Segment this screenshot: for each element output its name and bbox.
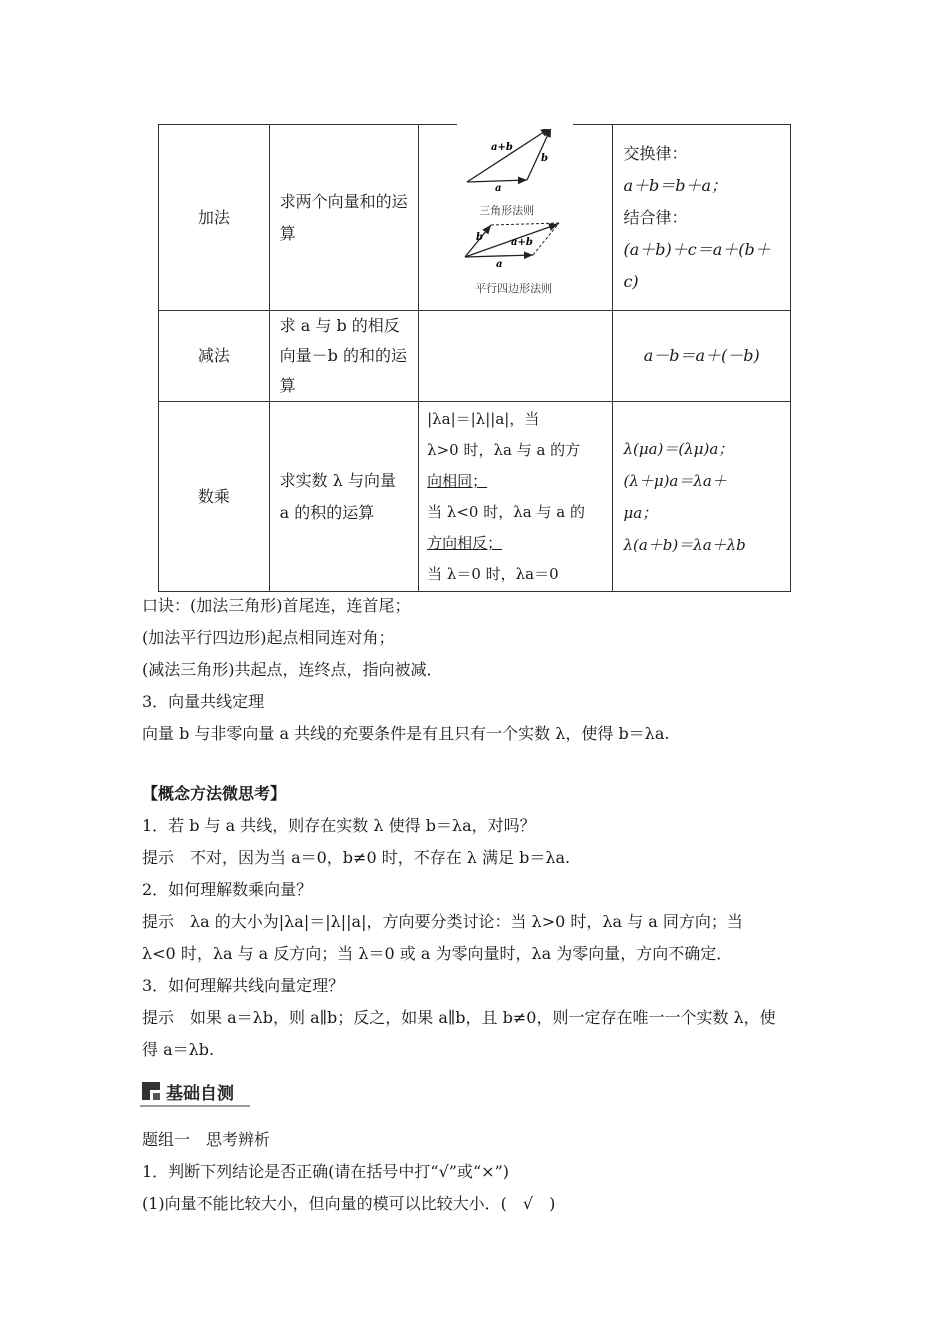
table-row-addition [159,125,791,311]
exercise-group: 题组一 思考辨析 [142,1130,271,1149]
law-line: (λ＋μ)a＝λa＋ [623,471,727,490]
graph-line: λ>0 时，λa 与 a 的方 [427,440,581,459]
mnemonic-line: (加法平行四边形)起点相同连对角； [142,628,395,647]
law-line: 结合律： [623,207,688,227]
op-name: 减法 [159,311,270,402]
section-header [140,1077,250,1107]
graph-line: 当 λ＝0 时，λa＝0 [427,564,559,583]
think-answer-3: 提示 如果 a＝λb，则 a∥b；反之，如果 a∥b，且 b≠0，则一定存在唯一一个实数 λ，使 [142,1008,776,1027]
tri-label-a: a [495,183,502,194]
think-answer-2-cont: λ<0 时，λa 与 a 反方向；当 λ＝0 或 a 为零向量时，λa 为零向量，方向不确定． [142,944,733,963]
law-line: c) [623,271,639,291]
table-row-scalar-multiplication [159,402,791,592]
parallelogram-rule-caption: 平行四边形法则 [475,282,553,295]
think-heading: 【概念方法微思考】 [142,784,287,803]
theorem-title: 3．向量共线定理 [142,692,265,711]
graph-line: |λa|＝|λ||a|，当 [427,409,540,428]
para-label-ab: a+b [511,237,533,248]
addition-figure [419,125,614,311]
vector-operations-table [158,124,791,592]
triangle-rule-caption: 三角形法则 [479,204,535,217]
op-graph-text [419,402,613,592]
think-answer-1: 提示 不对，因为当 a＝0，b≠0 时，不存在 λ 满足 b＝λa. [142,848,571,867]
para-label-b: b [476,232,484,243]
tri-vector-a [467,180,527,182]
think-question-2: 2．如何理解数乘向量？ [142,880,313,899]
theorem-body: 向量 b 与非零向量 a 共线的充要条件是有且只有一个实数 λ，使得 b＝λa. [142,724,670,743]
law-line: 交换律： [623,143,688,163]
mnemonic-line: (减法三角形)共起点，连终点，指向被减． [142,660,443,679]
section-marker-icon [142,1082,160,1100]
think-question-1: 1．若 b 与 a 共线，则存在实数 λ 使得 b＝λa，对吗？ [142,816,536,835]
law-line: (a＋b)＋c＝a＋(b＋ [623,239,771,259]
op-meaning: 求实数 λ 与向量 a 的积的运算 [269,402,418,592]
mnemonic-line: 口诀：(加法三角形)首尾连，连首尾； [142,596,411,615]
para-label-a: a [496,259,503,270]
graph-line: 向相同； [427,471,488,490]
law-line: a＋b＝b＋a； [623,175,728,195]
op-laws [613,125,791,311]
graph-line: 当 λ<0 时，λa 与 a 的 [427,502,585,521]
law-line: λ(a＋b)＝λa＋λb [623,535,746,554]
tri-label-ab: a+b [491,142,513,153]
tri-vector-sum [467,128,550,182]
tri-label-b: b [541,153,549,164]
op-name: 数乘 [159,402,270,592]
para-vector-a [465,255,533,257]
graph-line: 方向相反； [427,533,503,552]
law-line: μa； [623,503,658,522]
table-row-subtraction [159,311,791,402]
op-name: 加法 [159,125,270,311]
law-line: λ(μa)＝(λμ)a； [623,439,734,458]
op-graph-empty [419,311,613,402]
op-meaning: 求 a 与 b 的相反向量－b 的和的运算 [269,311,418,402]
op-meaning: 求两个向量和的运算 [269,125,418,311]
think-question-3: 3．如何理解共线向量定理？ [142,976,345,995]
exercise-question: 1．判断下列结论是否正确(请在括号中打“√”或“×”) [142,1162,509,1181]
op-laws: a－b＝a＋(－b) [613,311,791,402]
think-answer-2: 提示 λa 的大小为|λa|＝|λ||a|，方向要分类讨论：当 λ>0 时，λa 与 a 同方向；当 [142,912,743,931]
think-answer-3-cont: 得 a＝λb. [142,1040,215,1059]
section-title: 基础自测 [166,1084,234,1104]
exercise-item: (1)向量不能比较大小，但向量的模可以比较大小．( √ ) [142,1194,556,1213]
addition-figure-cell [419,125,613,311]
op-laws [613,402,791,592]
